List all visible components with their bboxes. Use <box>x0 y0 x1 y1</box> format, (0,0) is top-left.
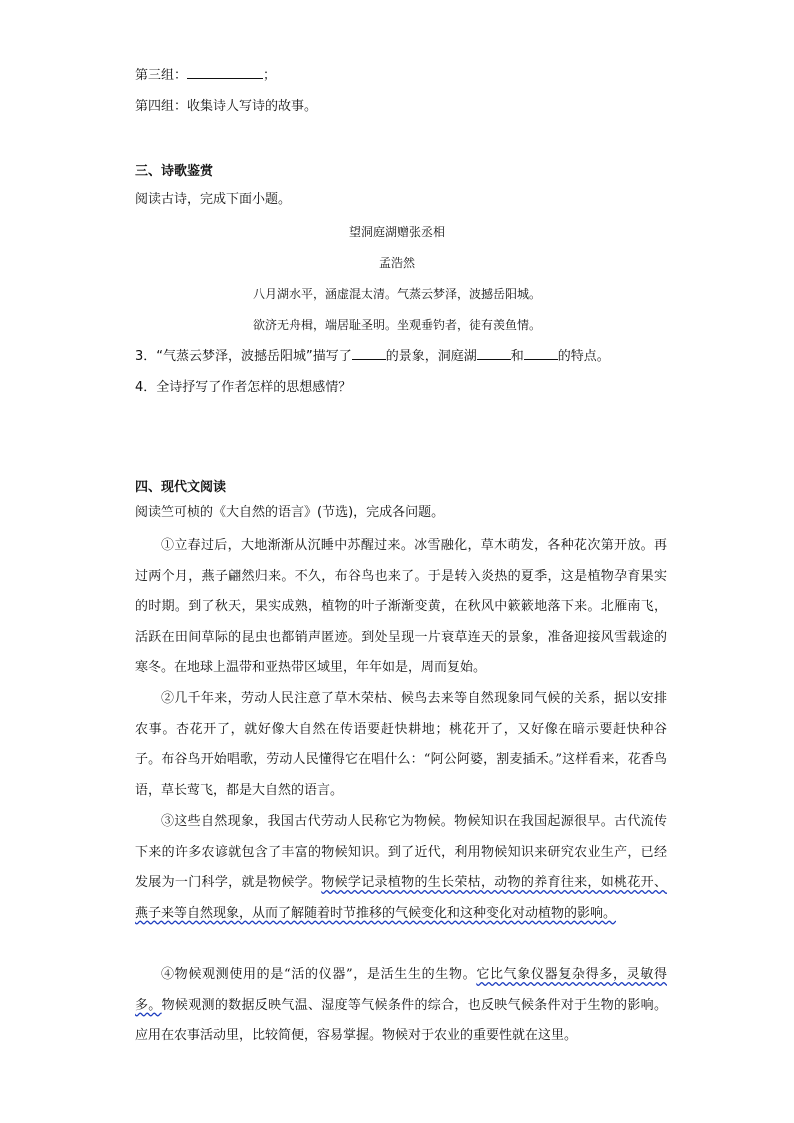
section4-instruction: 阅读竺可桢的《大自然的语言》(节选)，完成各问题。 <box>135 505 445 520</box>
group3-end: ； <box>263 68 277 83</box>
section3-heading: 三、诗歌鉴赏 <box>135 164 214 179</box>
answer-blank[interactable] <box>477 347 511 360</box>
paragraph-3-underlined: 物候学记录植物的生长荣枯，动物的养育往来，如桃花开、燕子来等自然现象，从而了解随着时节推移的气候变化和这种变化对动植物的影响。 <box>135 875 667 921</box>
poem-line-1: 八月湖水平，涵虚混太清。气蒸云梦泽，波撼岳阳城。 <box>252 287 541 301</box>
paragraph-4-underlined: 它比气象仪器复杂得多，灵敏得多。 <box>135 967 667 1013</box>
question-3-part-b: 的景象，洞庭湖 <box>385 349 477 364</box>
paragraph-1: ①立春过后，大地渐渐从沉睡中苏醒过来。冰雪融化，草木萌发，各种花次第开放。再过两个月，燕子翩然归来。不久，布谷鸟也来了。于是转入炎热的夏季，这是植物孕育果实的时期。到了秋天，果实成熟，植物的叶子渐渐变黄，在秋风中簌簌地落下来。北雁南飞，活跃在田间草际的昆虫也都销声匿迹。到处呈现一片衰草连天的景象，准备迎接风雪载途的寒冬。在地球上温带和亚热带区域里，年年如是，周而复始。 <box>135 538 667 675</box>
poem-author: 孟浩然 <box>378 256 415 270</box>
section4-heading: 四、现代文阅读 <box>135 480 227 495</box>
question-3-part-a: 3．“气蒸云梦泽，波撼岳阳城”描写了 <box>135 349 352 364</box>
paragraph-3-text: ③这些自然现象，我国古代劳动人民称它为物候。物候知识在我国起源很早。古代流传下来的许多农谚就包含了丰富的物候知识。到了近代，利用物候知识来研究农业生产，已经发展为一门科学，就是物候学。 <box>135 814 667 890</box>
group3-label: 第三组： <box>135 68 188 83</box>
poem-line-2: 欲济无舟楫，端居耻圣明。坐观垂钓者，徒有羡鱼情。 <box>252 318 541 332</box>
paragraph-4-text-b: 物候观测的数据反映气温、湿度等气候条件的综合，也反映气候条件对于生物的影响。应用在农事活动里，比较简便，容易掌握。物候对于农业的重要性就在这里。 <box>135 997 667 1043</box>
paragraph-4-text-a: ④物候观测使用的是“活的仪器”，是活生生的生物。 <box>161 967 477 982</box>
group4-line: 第四组：收集诗人写诗的故事。 <box>135 99 318 114</box>
question-4: 4．全诗抒写了作者怎样的思想感情？ <box>135 380 352 395</box>
paragraph-4 <box>135 960 667 1052</box>
question-3-part-c: 和 <box>510 349 524 364</box>
paragraph-2: ②几千年来，劳动人民注意了草木荣枯、候鸟去来等自然现象同气候的关系，据以安排农事。杏花开了，就好像大自然在传语要赶快耕地；桃花开了，又好像在暗示要赶快种谷子。布谷鸟开始唱歌，劳动人民懂得它在唱什么：“阿公阿婆，割麦插禾。”这样看来，花香鸟语，草长莺飞，都是大自然的语言。 <box>135 691 667 798</box>
question-3 <box>135 347 610 367</box>
section3-instruction: 阅读古诗，完成下面小题。 <box>135 192 292 207</box>
answer-blank[interactable] <box>187 66 263 79</box>
answer-blank[interactable] <box>524 347 558 360</box>
answer-blank[interactable] <box>352 347 386 360</box>
paragraph-3 <box>135 807 667 929</box>
question-3-part-d: 的特点。 <box>557 349 610 364</box>
poem-title: 望洞庭湖赠张丞相 <box>348 225 445 239</box>
group3-line <box>135 66 276 86</box>
